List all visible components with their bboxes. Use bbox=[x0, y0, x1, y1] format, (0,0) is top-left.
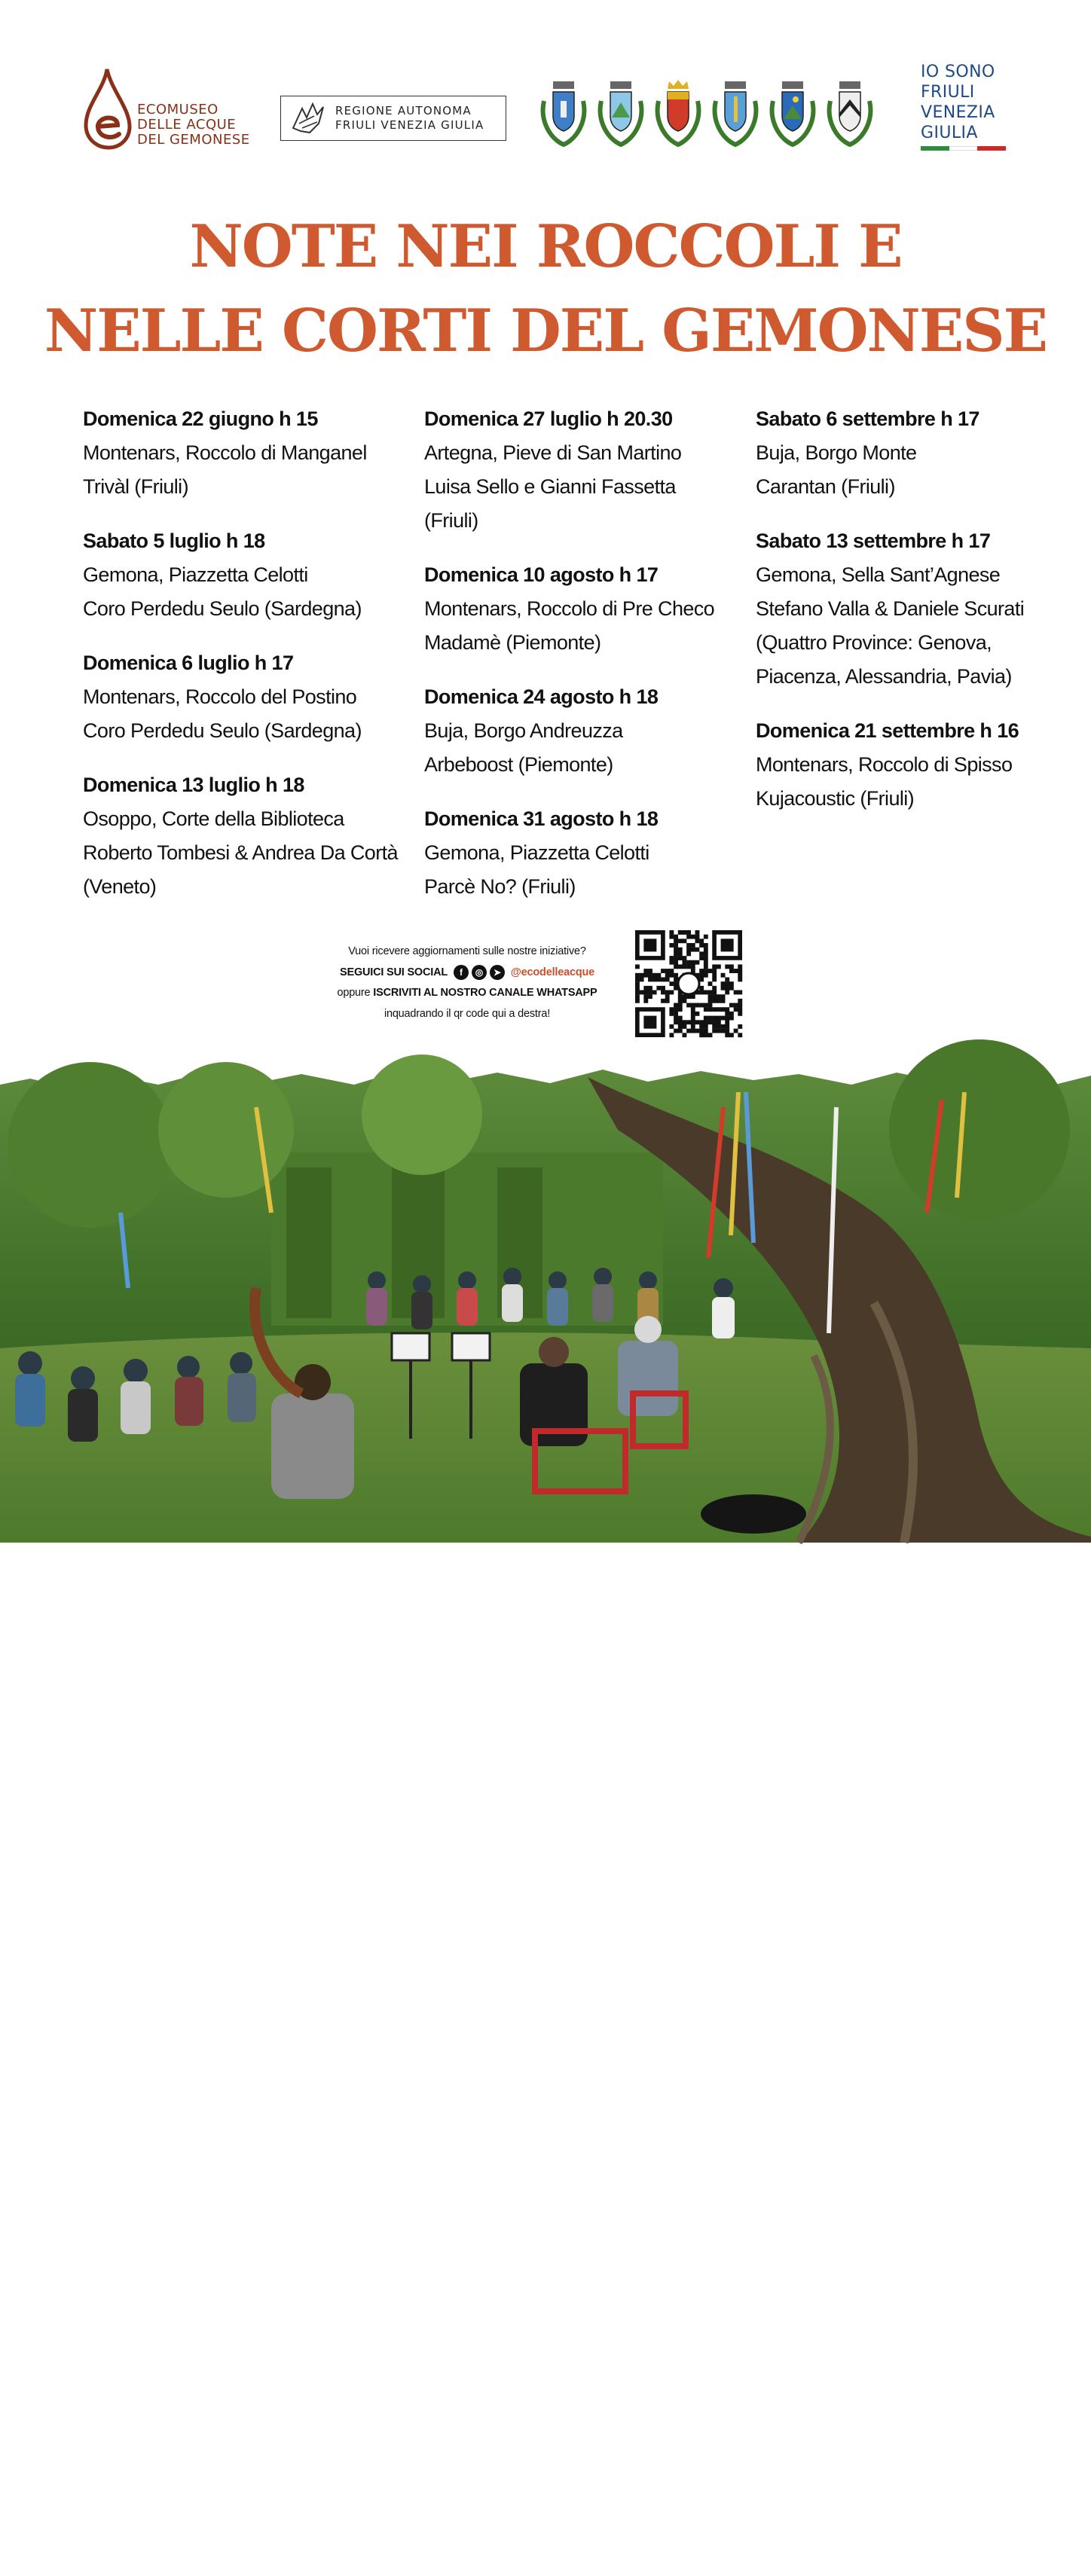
eagle-emblem-icon bbox=[287, 101, 328, 136]
whatsapp-icon bbox=[678, 973, 699, 994]
event-item bbox=[424, 802, 741, 904]
event-item bbox=[83, 768, 399, 904]
event-line: Arbeboost (Piemonte) bbox=[424, 753, 613, 776]
fvg-line: IO SONO bbox=[921, 63, 995, 81]
buja-crest bbox=[594, 78, 648, 151]
title-line-2: NELLE CORTI DEL GEMONESE bbox=[44, 297, 1047, 365]
event-line: Buja, Borgo Monte bbox=[756, 441, 917, 464]
event-line: (Quattro Province: Genova, bbox=[756, 631, 992, 654]
event-line: Carantan (Friuli) bbox=[756, 475, 895, 498]
municipality-crests bbox=[536, 78, 880, 151]
ecomuseo-line: DELLE ACQUE bbox=[137, 117, 237, 133]
events-column-2 bbox=[424, 402, 741, 924]
whatsapp-channel-label: ISCRIVITI AL NOSTRO CANALE WHATSAPP bbox=[373, 987, 597, 999]
fvg-line: VENEZIA bbox=[921, 103, 995, 122]
regione-line: FRIULI VENEZIA GIULIA bbox=[335, 118, 484, 132]
photo-credit: FOTO DI GRAZIANO SORAVITO bbox=[1055, 2441, 1064, 2576]
event-item bbox=[424, 558, 741, 660]
photo-illustration bbox=[0, 1062, 1091, 1543]
artegna-crest bbox=[536, 78, 591, 151]
event-item bbox=[83, 524, 399, 626]
ecomuseo-logo bbox=[81, 66, 255, 151]
event-item bbox=[424, 680, 741, 782]
gemona-crest bbox=[651, 78, 705, 151]
event-date: Domenica 24 agosto h 18 bbox=[424, 685, 659, 708]
event-line: Montenars, Roccolo del Postino bbox=[83, 685, 357, 708]
event-line: Coro Perdedu Seulo (Sardegna) bbox=[83, 597, 362, 620]
event-date: Domenica 27 luglio h 20.30 bbox=[424, 407, 673, 430]
italian-flag-bar bbox=[921, 146, 1006, 151]
osoppo-crest bbox=[766, 78, 820, 151]
water-drop-e-icon bbox=[81, 66, 136, 151]
event-line: Luisa Sello e Gianni Fassetta bbox=[424, 475, 676, 498]
title-line-1: NOTE NEI ROCCOLI E bbox=[189, 212, 902, 281]
telegram-icon[interactable]: ➤ bbox=[490, 965, 505, 980]
event-line: Roberto Tombesi & Andrea Da Cortà bbox=[83, 841, 398, 864]
regione-line: REGIONE AUTONOMA bbox=[335, 104, 472, 118]
event-item bbox=[756, 524, 1080, 694]
event-date: Domenica 6 luglio h 17 bbox=[83, 652, 294, 674]
fvg-line: FRIULI bbox=[921, 83, 975, 102]
social-question: Vuoi ricevere aggiornamenti sulle nostre iniziative? bbox=[348, 945, 586, 957]
ecomuseo-line: DEL GEMONESE bbox=[137, 132, 250, 148]
social-follow-line bbox=[324, 963, 610, 984]
events-column-1 bbox=[83, 402, 399, 924]
event-line: Gemona, Piazzetta Celotti bbox=[424, 841, 649, 864]
facebook-icon[interactable]: f bbox=[454, 965, 469, 980]
event-line: Montenars, Roccolo di Manganel bbox=[83, 441, 367, 464]
event-date: Domenica 13 luglio h 18 bbox=[83, 774, 304, 796]
io-sono-fvg-logo bbox=[921, 62, 1011, 155]
event-line: Artegna, Pieve di San Martino bbox=[424, 441, 682, 464]
event-date: Domenica 22 giugno h 15 bbox=[83, 407, 318, 430]
event-line: Coro Perdedu Seulo (Sardegna) bbox=[83, 719, 362, 742]
event-date: Domenica 21 settembre h 16 bbox=[756, 719, 1019, 742]
ecomuseo-line: ECOMUSEO bbox=[137, 102, 219, 118]
event-line: Osoppo, Corte della Biblioteca bbox=[83, 807, 344, 830]
concert-under-trees-photo bbox=[0, 1062, 1091, 2576]
fvg-line: GIULIA bbox=[921, 124, 978, 142]
event-line: Gemona, Sella Sant’Agnese bbox=[756, 563, 1001, 586]
event-line: Montenars, Roccolo di Pre Checo bbox=[424, 597, 715, 620]
social-qr-hint: inquadrando il qr code qui a destra! bbox=[384, 1007, 551, 1020]
event-date: Sabato 13 settembre h 17 bbox=[756, 530, 991, 552]
event-item bbox=[756, 402, 1080, 504]
event-date: Domenica 10 agosto h 17 bbox=[424, 563, 659, 586]
whatsapp-prefix: oppure bbox=[337, 987, 371, 999]
event-item bbox=[83, 402, 399, 504]
event-date: Sabato 5 luglio h 18 bbox=[83, 530, 265, 552]
event-line: (Veneto) bbox=[83, 875, 157, 898]
event-line: Buja, Borgo Andreuzza bbox=[424, 719, 623, 742]
event-date: Sabato 6 settembre h 17 bbox=[756, 407, 979, 430]
event-line: Trivàl (Friuli) bbox=[83, 475, 188, 498]
event-line: (Friuli) bbox=[424, 509, 478, 532]
events-column-3 bbox=[756, 402, 1080, 836]
poster-title bbox=[0, 205, 1091, 374]
event-item bbox=[424, 402, 741, 538]
event-item bbox=[756, 714, 1080, 816]
event-line: Madamè (Piemonte) bbox=[424, 631, 601, 654]
event-line: Gemona, Piazzetta Celotti bbox=[83, 563, 308, 586]
social-info bbox=[324, 942, 610, 1024]
whatsapp-qr-code[interactable] bbox=[635, 930, 742, 1037]
event-item bbox=[83, 646, 399, 748]
social-handle[interactable]: @ecodelleacque bbox=[510, 966, 594, 978]
social-follow-label: SEGUICI SUI SOCIAL bbox=[340, 966, 448, 978]
venzone-crest bbox=[823, 78, 877, 151]
montenars-crest bbox=[708, 78, 762, 151]
social-whatsapp-line bbox=[324, 983, 610, 1004]
event-line: Parcè No? (Friuli) bbox=[424, 875, 576, 898]
event-line: Stefano Valla & Daniele Scurati bbox=[756, 597, 1025, 620]
instagram-icon[interactable]: ◎ bbox=[472, 965, 487, 980]
event-line: Piacenza, Alessandria, Pavia) bbox=[756, 665, 1012, 688]
event-line: Kujacoustic (Friuli) bbox=[756, 787, 915, 810]
event-date: Domenica 31 agosto h 18 bbox=[424, 807, 659, 830]
regione-logo bbox=[280, 96, 506, 141]
event-line: Montenars, Roccolo di Spisso bbox=[756, 753, 1013, 776]
